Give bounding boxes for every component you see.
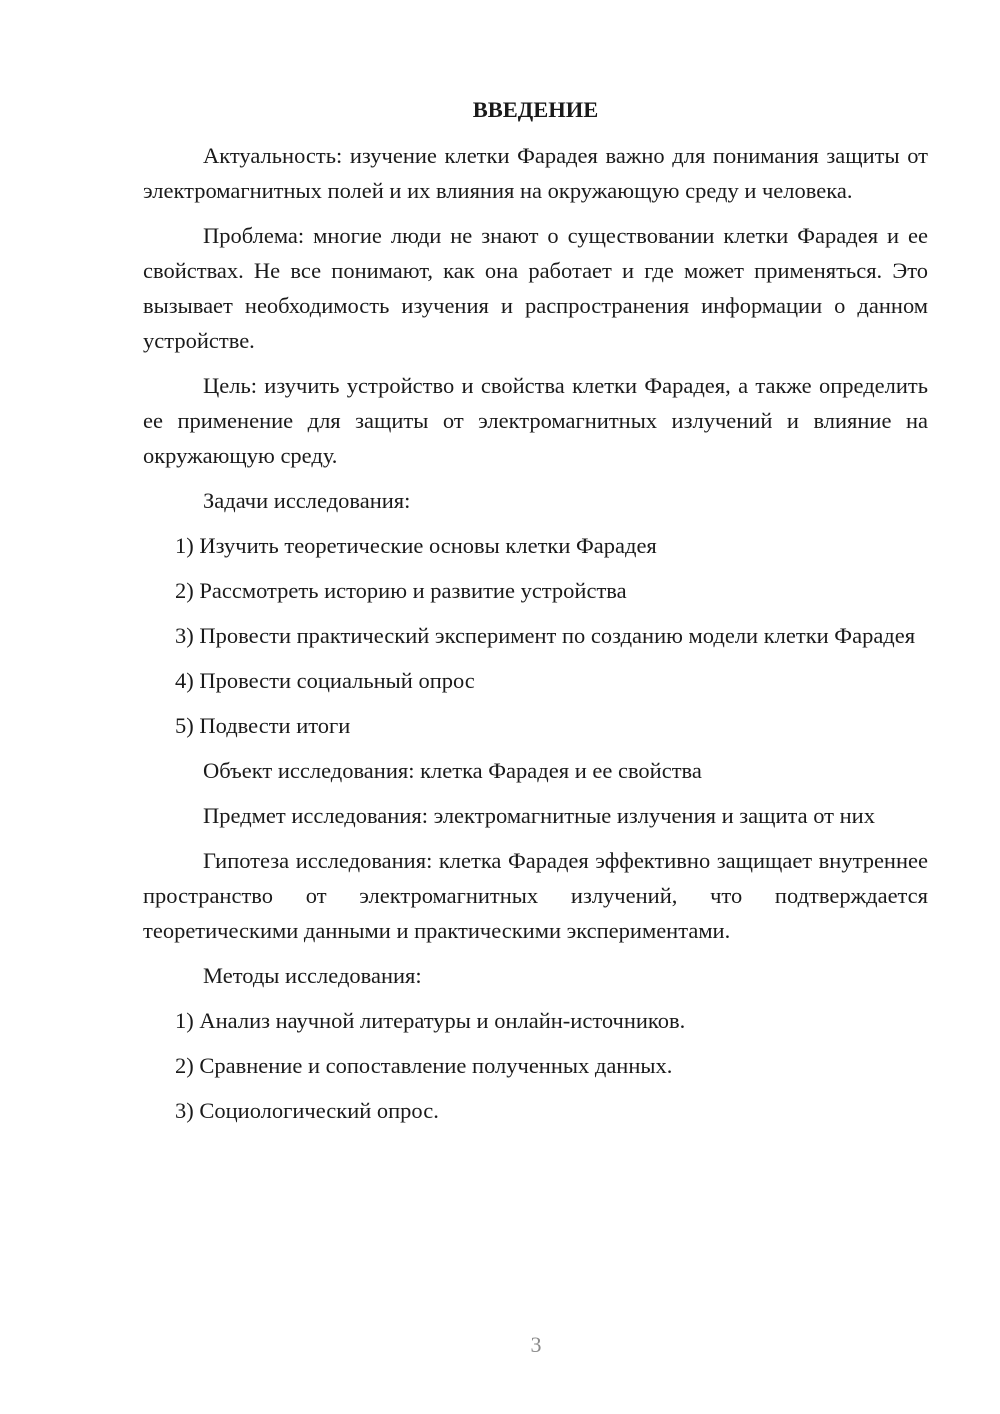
document-body xyxy=(143,92,928,1138)
relevance-paragraph: Актуальность: изучение клетки Фарадея важно для понимания защиты от электромагнитных полей и их влияния на окружающую среду и человека. xyxy=(143,143,928,203)
method-item: 1) Анализ научной литературы и онлайн-источников. xyxy=(175,1008,686,1033)
method-item: 2) Сравнение и сопоставление полученных данных. xyxy=(175,1053,673,1078)
task-item: 3) Провести практический эксперимент по созданию модели клетки Фарадея xyxy=(175,623,916,648)
subject-paragraph: Предмет исследования: электромагнитные излучения и защита от них xyxy=(203,803,875,828)
problem-paragraph: Проблема: многие люди не знают о существовании клетки Фарадея и ее свойствах. Не все понимают, как она работает и где может применяться. Это вызывает необходимость изучения и распространения информации о данном устройстве. xyxy=(143,223,928,353)
methods-heading: Методы исследования: xyxy=(203,963,422,988)
task-item: 1) Изучить теоретические основы клетки Фарадея xyxy=(175,533,657,558)
task-item: 5) Подвести итоги xyxy=(175,713,351,738)
task-item: 2) Рассмотреть историю и развитие устройства xyxy=(175,578,627,603)
method-item: 3) Социологический опрос. xyxy=(175,1098,439,1123)
page-number: 3 xyxy=(530,1332,542,1357)
page-title: ВВЕДЕНИЕ xyxy=(472,97,599,122)
goal-paragraph: Цель: изучить устройство и свойства клетки Фарадея, а также определить ее применение для защиты от электромагнитных излучений и влияние на окружающую среду. xyxy=(143,373,928,468)
tasks-heading: Задачи исследования: xyxy=(203,488,411,513)
object-paragraph: Объект исследования: клетка Фарадея и ее свойства xyxy=(203,758,702,783)
task-item: 4) Провести социальный опрос xyxy=(175,668,475,693)
hypothesis-paragraph: Гипотеза исследования: клетка Фарадея эффективно защищает внутреннее пространство от электромагнитных излучений, что подтверждается теоретическими данными и практическими экспериментами. xyxy=(143,848,928,943)
